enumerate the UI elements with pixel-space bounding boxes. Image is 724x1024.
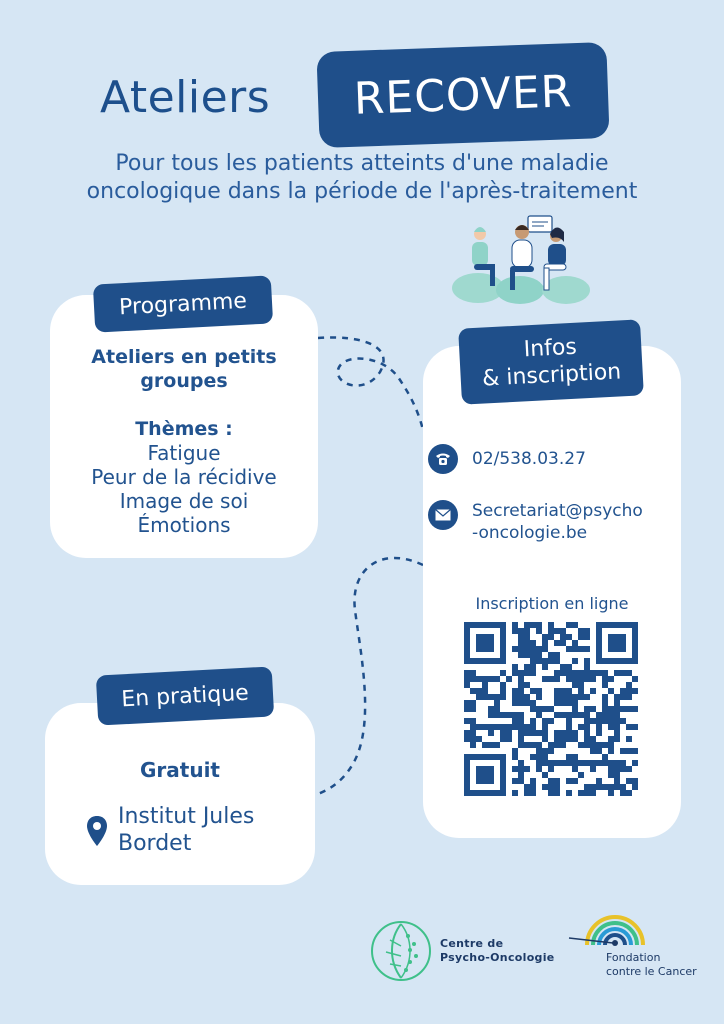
theme-item: Image de soi — [119, 489, 249, 513]
envelope-icon — [428, 500, 458, 530]
fcc-logo-text — [606, 951, 697, 979]
location-line-1: Institut Jules — [118, 804, 255, 829]
programme-content — [50, 345, 318, 537]
theme-item: Peur de la récidive — [91, 465, 277, 489]
pratique-tag: En pratique — [96, 666, 274, 725]
title-badge-text: RECOVER — [352, 65, 574, 125]
infos-tag-line-1: Infos — [523, 334, 578, 363]
location — [86, 803, 254, 857]
programme-heading — [50, 345, 318, 393]
email-line-2: -oncologie.be — [472, 523, 588, 543]
themes-label: Thèmes : — [135, 418, 233, 440]
location-line-2: Bordet — [118, 831, 192, 856]
programme-tag: Programme — [93, 275, 273, 332]
subtitle-line-1: Pour tous les patients atteints d'une maladie — [115, 151, 609, 176]
phone-icon — [428, 444, 458, 474]
programme-heading-line-1: Ateliers en petits — [91, 346, 277, 368]
programme-heading-line-2: groupes — [140, 370, 228, 392]
subtitle-line-2: oncologique dans la période de l'après-traitement — [86, 179, 638, 204]
cpo-line-1: Centre de — [440, 937, 504, 950]
email-address[interactable] — [472, 500, 643, 544]
location-name — [118, 803, 254, 857]
pratique-card — [45, 703, 315, 885]
theme-item: Fatigue — [147, 441, 221, 465]
title-badge — [316, 42, 609, 148]
qr-code[interactable] — [464, 622, 638, 796]
fcc-line-1: Fondation — [606, 951, 661, 964]
email-row[interactable] — [428, 500, 643, 544]
phone-row[interactable] — [428, 444, 586, 474]
infos-tag-line-2: & inscription — [481, 359, 622, 392]
cpo-logo — [370, 920, 555, 982]
group-people-illustration — [448, 212, 594, 304]
theme-item: Émotions — [137, 513, 231, 537]
fcc-arcs-logo-icon — [565, 905, 649, 953]
cpo-logo-text — [440, 937, 555, 965]
online-registration-label: Inscription en ligne — [475, 594, 629, 613]
infos-tag — [458, 319, 644, 404]
fcc-line-2: contre le Cancer — [606, 965, 697, 978]
phone-number[interactable]: 02/538.03.27 — [472, 449, 586, 469]
map-pin-icon — [86, 815, 108, 847]
cpo-line-2: Psycho-Oncologie — [440, 951, 555, 964]
price-label: Gratuit — [140, 758, 220, 782]
leaf-logo-icon — [370, 920, 432, 982]
email-line-1: Secretariat@psycho — [472, 501, 643, 521]
subtitle — [40, 150, 684, 206]
title-ateliers: Ateliers — [100, 72, 271, 123]
